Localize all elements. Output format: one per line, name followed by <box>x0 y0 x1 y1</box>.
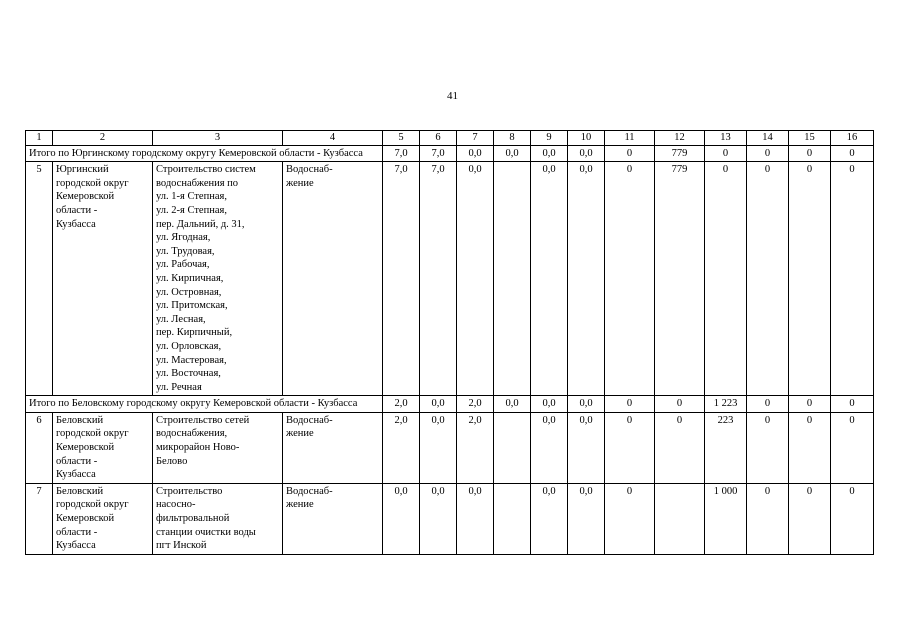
cell-line: ул. Восточная, <box>156 368 221 380</box>
value-cell: 0 <box>655 412 705 483</box>
value-cell: 0,0 <box>457 145 494 162</box>
value-cell: 0 <box>605 145 655 162</box>
value-cell: 0 <box>747 412 789 483</box>
value-cell: 0 <box>747 145 789 162</box>
cell-line: жение <box>286 428 314 440</box>
description-cell <box>153 483 283 554</box>
value-cell: 0 <box>789 396 831 413</box>
value-cell: 0,0 <box>568 145 605 162</box>
value-cell: 0 <box>789 412 831 483</box>
value-cell <box>494 162 531 396</box>
value-cell: 0 <box>831 412 874 483</box>
subtotal-row <box>26 145 874 162</box>
type-cell <box>283 483 383 554</box>
column-header: 8 <box>494 131 531 146</box>
column-header: 11 <box>605 131 655 146</box>
value-cell: 0,0 <box>457 162 494 396</box>
cell-line: Водоснаб- <box>286 485 333 497</box>
value-cell: 0 <box>605 483 655 554</box>
column-header: 4 <box>283 131 383 146</box>
cell-line: ул. Мастеровая, <box>156 354 227 366</box>
cell-line: области - <box>56 526 98 538</box>
value-cell: 7,0 <box>383 145 420 162</box>
value-cell: 1 223 <box>705 396 747 413</box>
cell-line: пер. Кирпичный, <box>156 327 233 339</box>
column-header: 6 <box>420 131 457 146</box>
column-header: 14 <box>747 131 789 146</box>
column-header: 3 <box>153 131 283 146</box>
value-cell: 0 <box>747 396 789 413</box>
cell-line: ул. Рабочая, <box>156 259 210 271</box>
value-cell: 0 <box>747 483 789 554</box>
value-cell: 0 <box>831 483 874 554</box>
value-cell: 2,0 <box>383 396 420 413</box>
cell-line: Кемеровской <box>56 191 115 203</box>
cell-line: Строительство сетей <box>156 414 250 426</box>
value-cell: 0 <box>789 483 831 554</box>
value-cell: 0,0 <box>531 412 568 483</box>
cell-line: области - <box>56 204 98 216</box>
value-cell: 0,0 <box>531 396 568 413</box>
cell-line: Беловский <box>56 485 104 497</box>
cell-line: городской округ <box>56 177 129 189</box>
cell-line: жение <box>286 177 314 189</box>
cell-line: насосно- <box>156 499 196 511</box>
subtotal-row <box>26 396 874 413</box>
description-cell <box>153 412 283 483</box>
value-cell: 2,0 <box>457 396 494 413</box>
value-cell: 0,0 <box>568 483 605 554</box>
cell-line: станции очистки воды <box>156 526 256 538</box>
value-cell: 0,0 <box>420 483 457 554</box>
row-index: 5 <box>26 162 53 396</box>
value-cell: 0 <box>605 162 655 396</box>
value-cell: 223 <box>705 412 747 483</box>
column-header: 13 <box>705 131 747 146</box>
value-cell: 0 <box>831 162 874 396</box>
cell-line: ул. 1-я Степная, <box>156 191 227 203</box>
cell-line: Водоснаб- <box>286 164 333 176</box>
cell-line: пгт Инской <box>156 540 207 552</box>
value-cell: 0,0 <box>568 396 605 413</box>
cell-line: жение <box>286 499 314 511</box>
cell-line: Строительство систем <box>156 164 256 176</box>
value-cell: 779 <box>655 162 705 396</box>
data-table <box>25 130 874 555</box>
subtotal-label: Итого по Юргинскому городскому округу Кемеровской области - Кузбасса <box>26 145 383 162</box>
cell-line: городской округ <box>56 499 129 511</box>
value-cell: 0 <box>655 396 705 413</box>
cell-line: Белово <box>156 455 188 467</box>
value-cell: 1 000 <box>705 483 747 554</box>
value-cell: 0 <box>789 145 831 162</box>
value-cell: 2,0 <box>383 412 420 483</box>
value-cell <box>655 483 705 554</box>
cell-line: ул. Орловская, <box>156 340 222 352</box>
cell-line: водоснабжения, <box>156 428 228 440</box>
type-cell <box>283 412 383 483</box>
table-row <box>26 483 874 554</box>
value-cell: 0,0 <box>531 162 568 396</box>
municipality-cell <box>53 483 153 554</box>
municipality-cell <box>53 412 153 483</box>
value-cell: 0,0 <box>531 145 568 162</box>
row-index: 7 <box>26 483 53 554</box>
column-header: 7 <box>457 131 494 146</box>
value-cell: 0,0 <box>568 412 605 483</box>
header-row <box>26 131 874 146</box>
column-header: 2 <box>53 131 153 146</box>
cell-line: ул. 2-я Степная, <box>156 204 227 216</box>
type-cell <box>283 162 383 396</box>
value-cell: 0,0 <box>494 396 531 413</box>
cell-line: ул. Трудовая, <box>156 245 215 257</box>
value-cell: 0 <box>705 145 747 162</box>
cell-line: Кемеровской <box>56 442 115 454</box>
value-cell: 0,0 <box>420 412 457 483</box>
cell-line: Кузбасса <box>56 469 96 481</box>
cell-line: ул. Лесная, <box>156 313 206 325</box>
cell-line: Юргинский <box>56 164 109 176</box>
value-cell: 2,0 <box>457 412 494 483</box>
column-header: 12 <box>655 131 705 146</box>
cell-line: Кузбасса <box>56 540 96 552</box>
value-cell: 0,0 <box>568 162 605 396</box>
value-cell: 0 <box>705 162 747 396</box>
value-cell: 0 <box>605 412 655 483</box>
cell-line: водоснабжения по <box>156 177 239 189</box>
value-cell: 0 <box>831 145 874 162</box>
column-header: 1 <box>26 131 53 146</box>
value-cell: 0 <box>831 396 874 413</box>
cell-line: пер. Дальний, д. 31, <box>156 218 245 230</box>
value-cell <box>494 483 531 554</box>
value-cell: 7,0 <box>420 145 457 162</box>
cell-line: ул. Кирпичная, <box>156 272 224 284</box>
table-row <box>26 162 874 396</box>
value-cell: 779 <box>655 145 705 162</box>
column-header: 15 <box>789 131 831 146</box>
column-header: 16 <box>831 131 874 146</box>
cell-line: ул. Ягодная, <box>156 232 211 244</box>
table-row <box>26 412 874 483</box>
row-index: 6 <box>26 412 53 483</box>
value-cell: 7,0 <box>420 162 457 396</box>
value-cell: 0 <box>747 162 789 396</box>
subtotal-label: Итого по Беловскому городскому округу Кемеровской области - Кузбасса <box>26 396 383 413</box>
value-cell: 7,0 <box>383 162 420 396</box>
value-cell: 0 <box>605 396 655 413</box>
cell-line: области - <box>56 455 98 467</box>
cell-line: Строительство <box>156 485 223 497</box>
value-cell: 0 <box>789 162 831 396</box>
value-cell: 0,0 <box>494 145 531 162</box>
cell-line: Водоснаб- <box>286 414 333 426</box>
cell-line: ул. Притомская, <box>156 300 228 312</box>
cell-line: ул. Речная <box>156 381 202 393</box>
value-cell: 0,0 <box>457 483 494 554</box>
value-cell: 0,0 <box>420 396 457 413</box>
municipality-cell <box>53 162 153 396</box>
cell-line: Кузбасса <box>56 218 96 230</box>
cell-line: ул. Островная, <box>156 286 222 298</box>
description-cell <box>153 162 283 396</box>
cell-line: городской округ <box>56 428 129 440</box>
value-cell: 0,0 <box>383 483 420 554</box>
value-cell <box>494 412 531 483</box>
page-number: 41 <box>447 90 458 102</box>
column-header: 5 <box>383 131 420 146</box>
cell-line: фильтровальной <box>156 513 230 525</box>
value-cell: 0,0 <box>531 483 568 554</box>
cell-line: микрорайон Ново- <box>156 442 240 454</box>
column-header: 9 <box>531 131 568 146</box>
column-header: 10 <box>568 131 605 146</box>
cell-line: Беловский <box>56 414 104 426</box>
cell-line: Кемеровской <box>56 513 115 525</box>
